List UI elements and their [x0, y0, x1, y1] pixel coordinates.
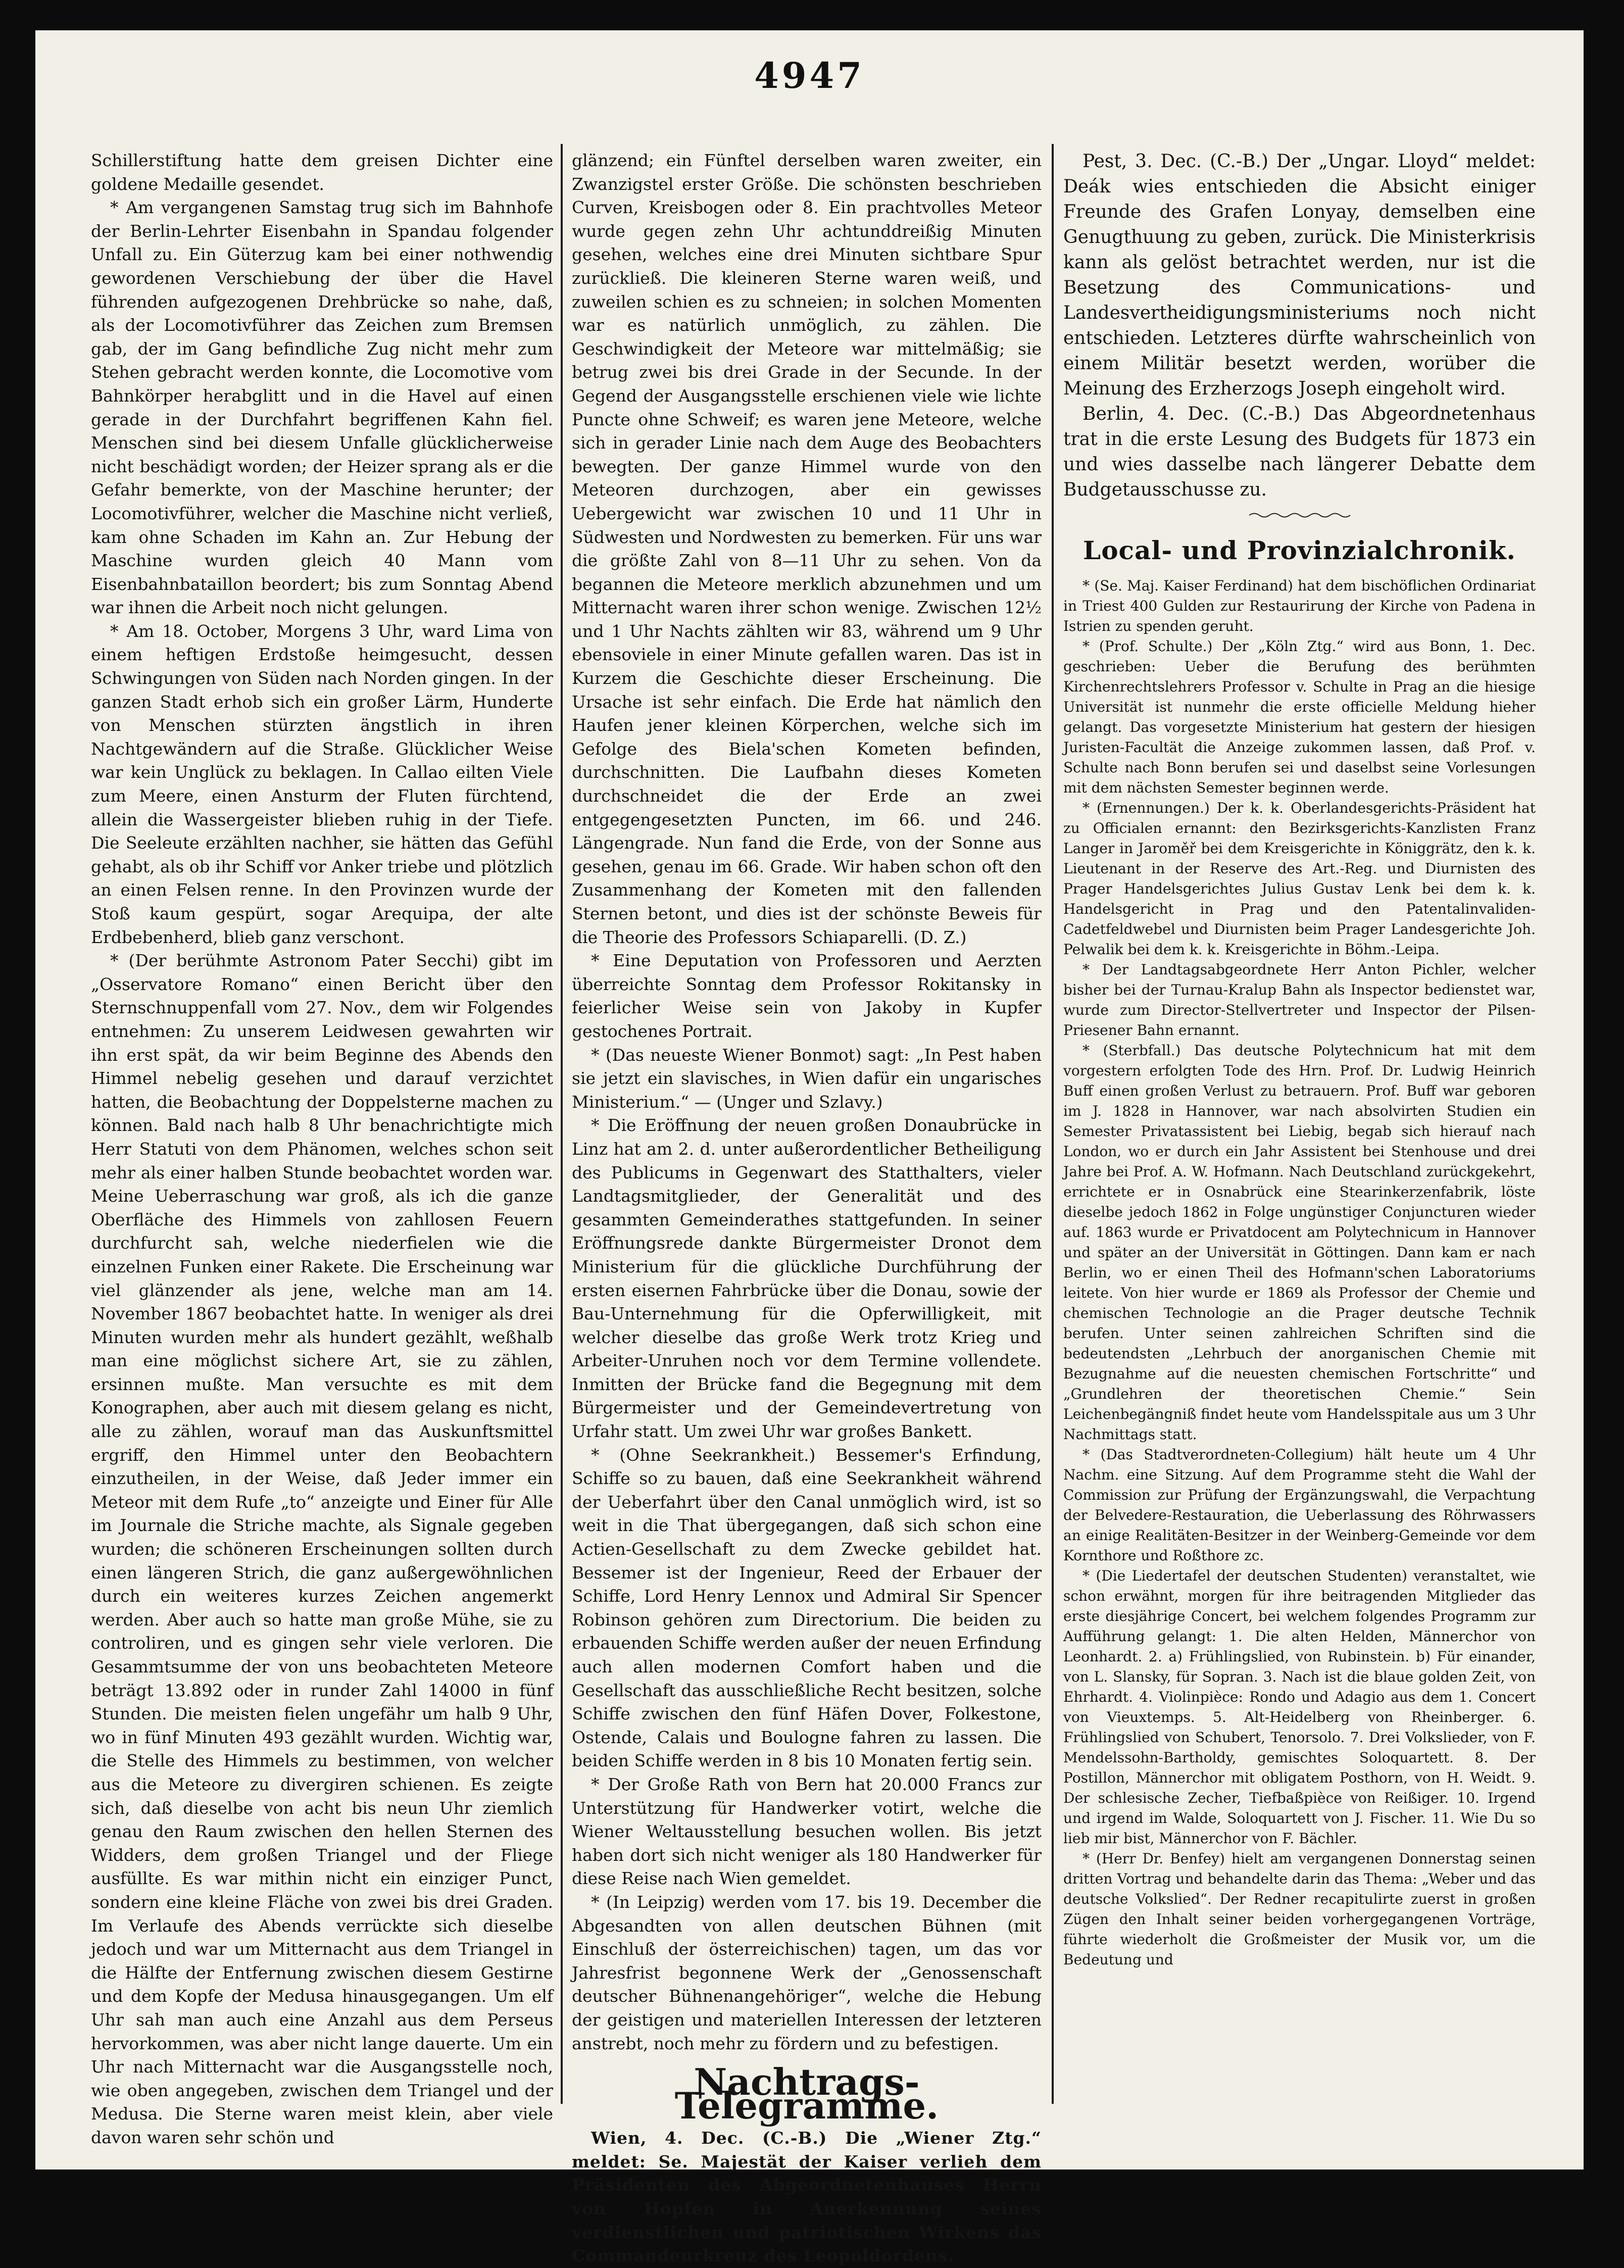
chronicle-paragraph: * (Die Liedertafel der deutschen Studenten) veranstaltet, wie schon erwähnt, morgen für ihre beitragenden Mitglieder das erste diesjährige Concert, bei welchem folgendes Programm zur Aufführung gelangt: 1. Die alten Helden, Männerchor von Leonhardt. 2. a) Frühlingslied, von Rubinstein. b) Für einander, von L. Slansky, für Sopran. 3. Nach ist die blaue golden Zeit, von Ehrhardt. 4. Violinpièce: Rondo und Adagio aus dem 1. Concert von Vieuxtemps. 5. Alt-Heidelberg von Rheinberger. 6. Frühlingslied von Schubert, Tenorsolo. 7. Drei Volkslieder, von F. Mendelssohn-Bartholdy, gemischtes Soloquartett. 8. Der Postillon, Männerchor mit obligatem Posthorn, von H. Weidt. 9. Der schlesische Zecher, Tiefbaßpièce von Reißiger. 10. Irgend und irgend im Walde, Soloquartett von J. Fischer. 11. Wie Du so lieb mir bist, Männerchor von F. Bächler. — [1063, 1567, 1536, 1847]
article-paragraph: * Eine Deputation von Professoren und Aerzten überreichte Sonntag dem Professor Rokitansky in feierlicher Weise sein von Jakoby in Kupfer gestochenes Portrait. — [572, 951, 1042, 1041]
article-paragraph: * Die Eröffnung der neuen großen Donaubrücke in Linz hat am 2. d. unter außerordentlicher Betheiligung des Publicums in Gegenwart des Statthalters, vieler Landtagsmitglieder, der Generalität und des gesammten Gemeinderathes stattgefunden. In seiner Eröffnungsrede dankte Bürgermeister Dronot dem Ministerium für die glückliche Durchführung der ersten eisernen Fahrbrücke über die Donau, sowie der Bau-Unternehmung für die Opferwilligkeit, mit welcher dieselbe das große Werk trotz Krieg und Arbeiter-Unruhen noch vor dem Termine vollendete. Inmitten der Brücke fand die Begegnung mit dem Bürgermeister und der Gemeindevertretung von Urfahr statt. Um zwei Uhr war großes Bankett. — [572, 1115, 1042, 1442]
newspaper-page — [35, 30, 1584, 2266]
news-paragraph: Berlin, 4. Dec. (C.-B.) Das Abgeordnetenhaus trat in die erste Lesung des Budgets für 1873 ein und wies dasselbe nach längerer Debatte dem Budgetausschusse zu. — [1063, 404, 1536, 500]
column-middle — [572, 149, 1042, 2266]
article-paragraph: Schillerstiftung hatte dem greisen Dichter eine goldene Medaille gesendet. — [91, 151, 553, 194]
article-paragraph: * (Ohne Seekrankheit.) Bessemer's Erfindung, Schiffe so zu bauen, daß eine Seekrankheit während der Ueberfahrt über den Canal unmöglich wird, ist so weit in die That übergegangen, daß sich schon eine Actien-Gesellschaft zu dem Zwecke gebildet hat. Bessemer ist der Ingenieur, Reed der Erbauer der Schiffe, Lord Henry Lennox und Admiral Sir Spencer Robinson gehören zum Directorium. Die beiden zu erbauenden Schiffe werden außer der neuen Erfindung auch allen modernen Comfort haben und die Gesellschaft das ausschließliche Recht besitzen, solche Schiffe zwischen den fünf Häfen Dover, Folkestone, Ostende, Calais und Boulogne fahren zu lassen. Die beiden Schiffe werden in 8 bis 10 Monaten fertig sein. — [572, 1445, 1042, 1771]
chronicle-paragraph: * (Sterbfall.) Das deutsche Polytechnicum hat mit dem vorgestern erfolgten Tode des Hrn. Prof. Dr. Ludwig Heinrich Buff einen großen Verlust zu betrauern. Prof. Buff war geboren im J. 1828 in Hannover, war nach absolvirten Studien ein Semester Privatassistent bei Liebig, begab sich hierauf nach London, wo er durch ein Jahr Assistent bei Stenhouse und drei Jahre bei Prof. A. W. Hofmann. Nach Deutschland zurückgekehrt, errichtete er in Osnabrück eine Stearinkerzenfabrik, löste dieselbe jedoch 1862 in Folge ungünstiger Conjuncturen wieder auf. 1863 wurde er Privatdocent am Polytechnicum in Hannover und später an der Universität in Göttingen. Dann kam er nach Berlin, wo er einen Theil des Hofmann'schen Laboratoriums leitete. Von hier wurde er 1869 als Professor der Chemie und chemischen Technologie an die Prager deutsche Technik berufen. Unter seinen zahlreichen Schriften sind die bedeutendsten „Lehrbuch der anorganischen Chemie mit Bezugnahme auf die neuesten chemischen Fortschritte“ und „Grundlehren der theoretischen Chemie.“ Sein Leichenbegängniß findet heute vom Handelsspitale aus um 3 Uhr Nachmittags statt. — [1063, 1042, 1536, 1443]
ornament-divider — [1249, 512, 1350, 519]
chronicle-paragraph: * (Herr Dr. Benfey) hielt am vergangenen Donnerstag seinen dritten Vortrag und behandelte darin das Thema: „Weber und das deutsche Volkslied“. Der Redner recapitulirte zuerst in großen Zügen den Inhalt seiner beiden vorhergegangenen Vorträge, führte wiederholt die Großmeister der Musik vor, um die Bedeutung und — [1063, 1850, 1536, 1968]
article-paragraph: * Am vergangenen Samstag trug sich im Bahnhofe der Berlin-Lehrter Eisenbahn in Spandau folgender Unfall zu. Ein Güterzug kam bei einer nothwendig gewordenen Verschiebung der über die Havel führenden aufgezogenen Drehbrücke so nahe, daß, als der Locomotivführer das Zeichen zum Bremsen gab, der im Gang befindliche Zug nicht mehr zum Stehen gebracht werden konnte, die Locomotive vom Bahnkörper herabglitt und in die Havel auf einen gerade in der Durchfahrt begriffenen Kahn fiel. Menschen sind bei diesem Unfalle glücklicherweise nicht beschädigt worden; der Heizer sprang als er die Gefahr bemerkte, von der Maschine herunter; der Locomotivführer, welcher die Maschine nicht verließ, kam ohne Schaden im Kahn an. Zur Hebung der Maschine wurden gleich 40 Mann vom Eisenbahnbataillon beordert; bis zum Sonntag Abend war ihnen die Arbeit noch nicht gelungen. — [91, 198, 553, 618]
article-paragraph: * (In Leipzig) werden vom 17. bis 19. December die Abgesandten von allen deutschen Bühnen (mit Einschluß der österreichischen) tagen, um das vor Jahresfrist begonnene Werk der „Genossenschaft deutscher Bühnenangehöriger“, welche die Hebung der geistigen und materiellen Interessen der letzteren anstrebt, noch mehr zu fördern und zu befestigen. — [572, 1892, 1042, 2053]
section-heading: Local- und Provinzialchronik. — [1083, 535, 1516, 565]
telegram-paragraph: Wien, 4. Dec. (C.-B.) Die „Wiener Ztg.“ meldet: Se. Majestät der Kaiser verlieh dem Präsidenten des Abgeordnetenhauses Herrn von Hopfen in Anerkennung seines verdienstlichen und patriotischen Wirkens das Commandeurkreuz des Leopoldordens. — [572, 2128, 1042, 2266]
telegram-heading: Nachtrags-Telegramme. — [674, 2060, 939, 2127]
page-number: 4947 — [754, 55, 865, 96]
chronicle-paragraph: * (Se. Maj. Kaiser Ferdinand) hat dem bischöflichen Ordinariat in Triest 400 Gulden zur Restaurirung der Kirche von Padena in Istrien zu spenden geruht. — [1063, 577, 1536, 634]
chronicle-paragraph: * (Prof. Schulte.) Der „Köln Ztg.“ wird aus Bonn, 1. Dec. geschrieben: Ueber die Berufung des berühmten Kirchenrechtslehrers Professor v. Schulte in Prag an die hiesige Universität ist nunmehr die erste officielle Meldung hieher gelangt. Das vorgesetzte Ministerium hat gestern der hiesigen Juristen-Facultät die Anzeige zukommen lassen, daß Prof. v. Schulte nach Bonn berufen sei und daselbst seine Vorlesungen mit dem nächsten Semester beginnen werde. — [1063, 637, 1536, 796]
chronicle-paragraph: * (Das Stadtverordneten-Collegium) hält heute um 4 Uhr Nachm. eine Sitzung. Auf dem Programme steht die Wahl der Commission zur Prüfung der Ergänzungswahl, die Verpachtung der Belvedere-Restauration, die Ueberlassung des Röhrwassers an einige Realitäten-Besitzer in der Weinberg-Gemeinde vor dem Kornthore und Roßthore zc. — [1063, 1446, 1536, 1564]
article-paragraph: * Der Große Rath von Bern hat 20.000 Francs zur Unterstützung für Handwerker votirt, welche die Wiener Weltausstellung besuchen wollen. Bis jetzt haben dort sich nicht weniger als 180 Handwerker für diese Reise nach Wien gemeldet. — [572, 1774, 1042, 1889]
article-paragraph: glänzend; ein Fünftel derselben waren zweiter, ein Zwanzigstel erster Größe. Die schönsten beschrieben Curven, Kreisbogen oder 8. Ein prachtvolles Meteor wurde gegen zehn Uhr achtunddreißig Minuten gesehen, welches eine drei Minuten sichtbare Spur zurückließ. Die kleineren Sterne waren weiß, und zuweilen schien es zu schneien; in solchen Momenten war es natürlich unmöglich, zu zählen. Die Geschwindigkeit der Meteore war mittelmäßig; sie betrug zwei bis drei Grade in der Secunde. In der Gegend der Ausgangsstelle erschienen viele wie lichte Puncte ohne Schweif; es waren jene Meteore, welche sich in gerader Linie nach dem Auge des Beobachters bewegten. Der ganze Himmel wurde von den Meteoren durchzogen, aber ein gewisses Uebergewicht war zwischen 10 und 11 Uhr in Südwesten und Nordwesten zu bemerken. Für uns war die größte Zahl von 8—11 Uhr zu sehen. Von da begannen die Meteore merklich abzunehmen und um Mitternacht waren ihrer schon wenige. Zwischen 12½ und 1 Uhr Nachts zählten wir 83, während um 9 Uhr ebensoviele in einer Minute gefallen waren. Das ist in Kurzem die Geschichte dieser Erscheinung. Die Ursache ist sehr einfach. Die Erde hat nämlich den Haufen jener kleinen Körperchen, welche sich im Gefolge des Biela'schen Kometen befinden, durchschnitten. Die Laufbahn dieses Kometen durchschneidet die der Erde an zwei entgegengesetzten Puncten, im 66. und 246. Längengrade. Nun fand die Erde, von der Sonne aus gesehen, genau im 66. Grade. Wir haben schon oft den Zusammenhang der Kometen mit den fallenden Sternen betont, und dies ist der schönste Beweis für die Theorie des Professors Schiaparelli. (D. Z.) — [572, 151, 1042, 947]
column-rule-right — [1052, 144, 1054, 2104]
column-right — [1063, 149, 1536, 2104]
chronicle-paragraph: * Der Landtagsabgeordnete Herr Anton Pichler, welcher bisher bei der Turnau-Kralup Bahn als Inspector bedienstet war, wurde zum Director-Stellvertreter und Inspector der Pilsen-Priesener Bahn ernannt. — [1063, 961, 1536, 1039]
article-paragraph: * Am 18. October, Morgens 3 Uhr, ward Lima von einem heftigen Erdstoße heimgesucht, dessen Schwingungen von Süden nach Norden gingen. In der ganzen Stadt erhob sich ein großer Lärm, Hunderte von Menschen stürzten ängstlich in ihren Nachtgewändern auf die Straße. Glücklicher Weise war kein Unglück zu beklagen. In Callao eilten Viele zum Meere, einen Ansturm der Fluten fürchtend, allein die Wassergeister blieben ruhig in der Tiefe. Die Seeleute erzählten nachher, sie hätten das Gefühl gehabt, als ob ihr Schiff vor Anker triebe und plötzlich an einen Felsen renne. In den Provinzen wurde der Stoß kaum gespürt, sogar Arequipa, der alte Erdbebenherd, blieb ganz verschont. — [91, 621, 553, 947]
news-paragraph: Pest, 3. Dec. (C.-B.) Der „Ungar. Lloyd“ meldet: Deák wies entschieden die Absicht einiger Freunde des Grafen Lonyay, demselben eine Genugthuung zu geben, zurück. Die Ministerkrisis kann als gelöst betrachtet werden, nur ist die Besetzung des Communications- und Landesvertheidigungsministeriums noch nicht entschieden. Letzteres dürfte wahrscheinlich von einem Militär besetzt werden, worüber die Meinung des Erzherzogs Joseph eingeholt wird. — [1063, 151, 1536, 399]
article-paragraph: * (Das neueste Wiener Bonmot) sagt: „In Pest haben sie jetzt ein slavisches, in Wien dafür ein ungarisches Ministerium.“ — (Unger und Szlavy.) — [572, 1045, 1042, 1112]
article-paragraph: * (Der berühmte Astronom Pater Secchi) gibt im „Osservatore Romano“ einen Bericht über den Sternschnuppenfall vom 27. Nov., dem wir Folgendes entnehmen: Zu unserem Leidwesen gewahrten wir ihn erst spät, da wir beim Beginne des Abends den Himmel nebelig gesehen und darauf verzichtet hatten, die Beobachtung der Doppelsterne machen zu können. Bald nach halb 8 Uhr benachrichtigte mich Herr Statuti von dem Phänomen, welches schon seit mehr als einer halben Stunde beobachtet worden war. Meine Ueberraschung war groß, als ich die ganze Oberfläche des Himmels von zahllosen Feuern durchfurcht sah, welche niederfielen wie die einzelnen Funken einer Rakete. Die Erscheinung war viel glänzender als jene, welche man am 14. November 1867 beobachtet hatte. In weniger als drei Minuten wurden mehr als hundert gezählt, weßhalb man eine möglichst sichere Art, sie zu zählen, ersinnen mußte. Man versuchte es mit dem Konographen, aber auch mit diesem gelang es nicht, alle zu zählen, worauf man das Auskunftsmittel ergriff, den Himmel unter den Beobachtern einzutheilen, in der Weise, daß Jeder immer ein Meteor mit dem Rufe „to“ anzeigte und Einer für Alle im Journale die Striche machte, als Signale gegeben wurden; die schöneren Erscheinungen sollten durch einen längeren Strich, die ganz außergewöhnlichen durch ein weiteres kurzes Zeichen angemerkt werden. Aber auch so hatte man große Mühe, sie zu controliren, und es gingen sehr viele verloren. Die Gesammtsumme der von uns beobachteten Meteore beträgt 13.892 oder in runder Zahl 14000 in fünf Stunden. Die meisten fielen ungefähr um halb 9 Uhr, wo in fünf Minuten 493 gezählt wurden. Wichtig war, die Stelle des Himmels zu bestimmen, von welcher aus die Meteore zu divergiren schienen. Es zeigte sich, daß dieselbe von acht bis neun Uhr ziemlich genau den Raum zwischen den hellen Sternen des Widders, dem großen Triangel und der Fliege ausfüllte. Es war mithin nicht ein einziger Punct, sondern eine kleine Fläche von zwei bis drei Graden. Im Verlaufe des Abends verrückte sich dieselbe jedoch und war um Mitternacht aus dem Triangel in die Hälfte der Entfernung zwischen diesem Gestirne und dem Kopfe der Medusa hinausgegangen. Um elf Uhr sah man auch eine Anzahl aus dem Perseus hervorkommen, was aber nicht lange dauerte. Um ein Uhr nach Mitternacht war die Ausgangsstelle noch, wie oben angegeben, zwischen dem Triangel und der Medusa. Die Sterne waren meist klein, aber viele davon waren sehr schön und — [91, 951, 553, 2147]
column-rule-left — [561, 144, 563, 2104]
chronicle-paragraph: * (Ernennungen.) Der k. k. Oberlandesgerichts-Präsident hat zu Officialen ernannt: den Bezirksgerichts-Kanzlisten Franz Langer in Jaroměř bei dem Kreisgerichte in Königgrätz, den k. k. Lieutenant in der Reserve des Art.-Reg. und Diurnisten des Prager Handelsgerichtes Julius Gustav Lenk bei dem k. k. Handelsgericht in Prag und den Patentalinvaliden-Cadetfeldwebel und Diurnisten beim Prager Landesgerichte Joh. Pelwalik bei dem k. k. Kreisgerichte in Böhm.-Leipa. — [1063, 799, 1536, 958]
column-left — [91, 149, 553, 2147]
